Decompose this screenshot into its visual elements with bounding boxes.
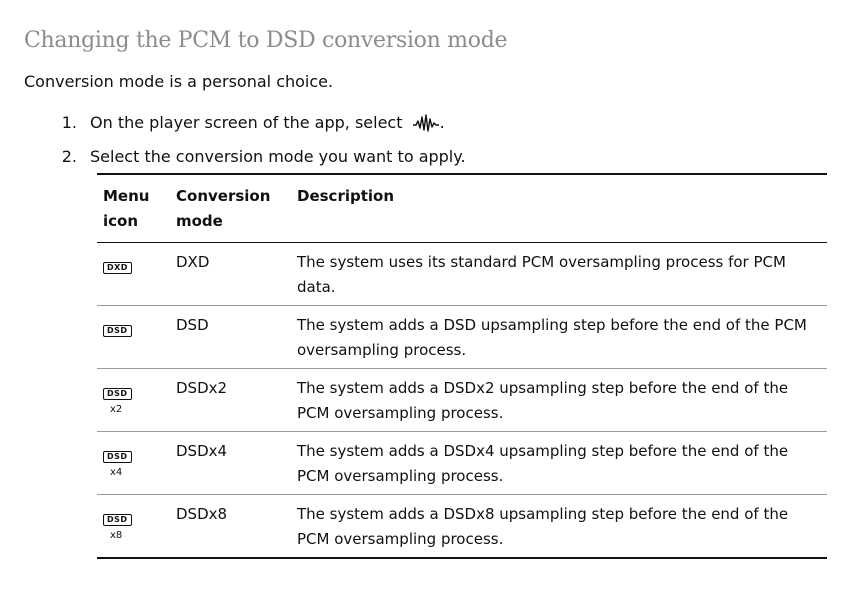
mode-name: DSD [170,306,291,369]
header-conversion-mode: Conversion mode [170,174,291,243]
mode-description: The system adds a DSDx2 upsampling step before the end of the PCM oversampling process. [291,369,827,432]
step-text: On the player screen of the app, select [90,113,403,132]
step-suffix: . [439,113,445,132]
intro-text: Conversion mode is a personal choice. [24,72,334,91]
dsd-x4-icon: DSD x4 [103,442,164,478]
table-row [97,495,827,559]
mode-description: The system uses its standard PCM oversampling process for PCM data. [291,243,827,306]
mode-name: DSDx4 [170,432,291,495]
mode-name: DSDx2 [170,369,291,432]
waveform-icon [412,113,440,133]
step-number: 2. [61,147,77,166]
page-title: Changing the PCM to DSD conversion mode [24,28,508,53]
header-description: Description [291,174,827,243]
step-text: Select the conversion mode you want to apply. [90,147,466,166]
conversion-mode-table [97,173,827,559]
dsd-x8-icon: DSD x8 [103,505,164,541]
header-menu-icon: Menu icon [97,174,170,243]
dsd-x2-icon: DSD x2 [103,379,164,415]
dxd-icon: DXD [103,253,164,278]
mode-description: The system adds a DSD upsampling step before the end of the PCM oversampling process. [291,306,827,369]
table-row [97,369,827,432]
mode-name: DXD [170,243,291,306]
table-row [97,243,827,306]
mode-description: The system adds a DSDx4 upsampling step before the end of the PCM oversampling process. [291,432,827,495]
mode-description: The system adds a DSDx8 upsampling step before the end of the PCM oversampling process. [291,495,827,559]
mode-name: DSDx8 [170,495,291,559]
table-row [97,432,827,495]
dsd-icon: DSD [103,316,164,341]
step-number: 1. [61,113,77,132]
table-header-row [97,174,827,243]
table-row [97,306,827,369]
